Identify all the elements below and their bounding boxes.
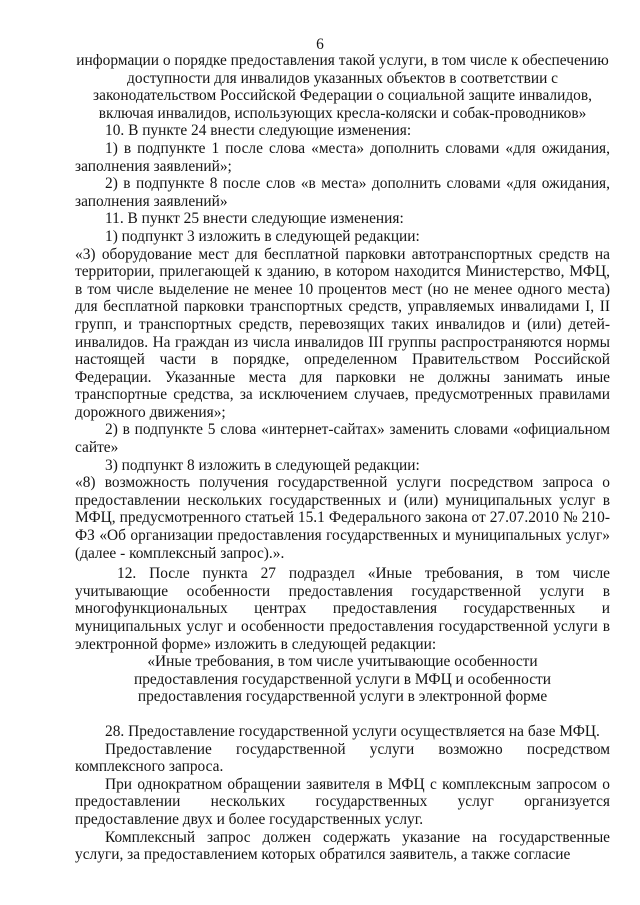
blank-line [75,706,610,723]
item-11-subitem-1: 1) подпункт 3 изложить в следующей редакции: [105,227,420,245]
point-28-paragraph-4: Комплексный запрос должен содержать указание на государственные услуги, за предоставлением которых обратился заявитель, а также согласие [75,828,610,864]
subsection-title: «Иные требования, в том числе учитывающие особенности предоставления государственной услуги в МФЦ и особенности предоставления государственной услуги в электронной форме [133,653,552,706]
page-number: 6 [316,36,324,53]
point-28: 28. Предоставление государственной услуги осуществляется на базе МФЦ. [105,722,600,740]
item-12-paragraph: 12. После пункта 27 подраздел «Иные требования, в том числе учитывающие особенности предоставления государственной услуги в многофункциональных центрах предоставления государственных и муниципальных услуг и особенности предоставления государственной услуги в электронной форме» изложить в следующей редакции: [75,565,610,653]
item-10-subitem-2: 2) в подпункте 8 после слов «в места» дополнить словами «для ожидания, заполнения заявлений» [75,175,610,210]
point-28-paragraph-2: Предоставление государственной услуги возможно посредством комплексного запроса. [75,740,610,776]
quoted-subitem-8: «8) возможность получения государственной услуги посредством запроса о предоставлении нескольких государственных и (или) муниципальных услуг в МФЦ, предусмотренного статьей 15.1 Федерального закона от 27.07.2010 № 210-ФЗ «Об организации предоставления государственных и муниципальных услуг» (далее - комплексный запрос).». [75,474,610,562]
item-10-heading: 10. В пункте 24 внести следующие изменения: [105,122,412,140]
paragraph-continuation: информации о порядке предоставления такой услуги, в том числе к обеспечению доступности для инвалидов указанных объектов в соответствии с законодательством Российской Федерации о социальной защите инвалидов, включая инвалидов, использующих кресла-коляски и собак-проводников» [76,52,609,122]
quoted-subitem-3: «3) оборудование мест для бесплатной парковки автотранспортных средств на территории, прилегающей к зданию, в котором находится Министерство, МФЦ, в том числе выделение не менее 10 процентов мест (но не менее одного места) для бесплатной парковки транспортных средств, управляемых инвалидами I, II групп, и транспортных средств, перевозящих таких инвалидов и (или) детей-инвалидов. На граждан из числа инвалидов III группы распространяются нормы настоящей части в порядке, определенном Правительством Российской Федерации. Указанные места для парковки не должны занимать иные транспортные средства, за исключением случаев, предусмотренных правилами дорожного движения»; [75,245,610,421]
item-11-subitem-2: 2) в подпункте 5 слова «интернет-сайтах» заменить словами «официальном сайте» [75,421,610,457]
item-11-heading: 11. В пункт 25 внести следующие изменения: [105,210,404,228]
point-28-paragraph-3: При однократном обращении заявителя в МФЦ с комплексным запросом о предоставлении нескольких государственных услуг организуется предоставление двух и более государственных услуг. [75,775,610,828]
item-11-subitem-3: 3) подпункт 8 изложить в следующей редакции: [105,456,420,474]
document-body [75,52,610,864]
item-10-subitem-1: 1) в подпункте 1 после слова «места» дополнить словами «для ожидания, заполнения заявлений»; [75,139,610,175]
